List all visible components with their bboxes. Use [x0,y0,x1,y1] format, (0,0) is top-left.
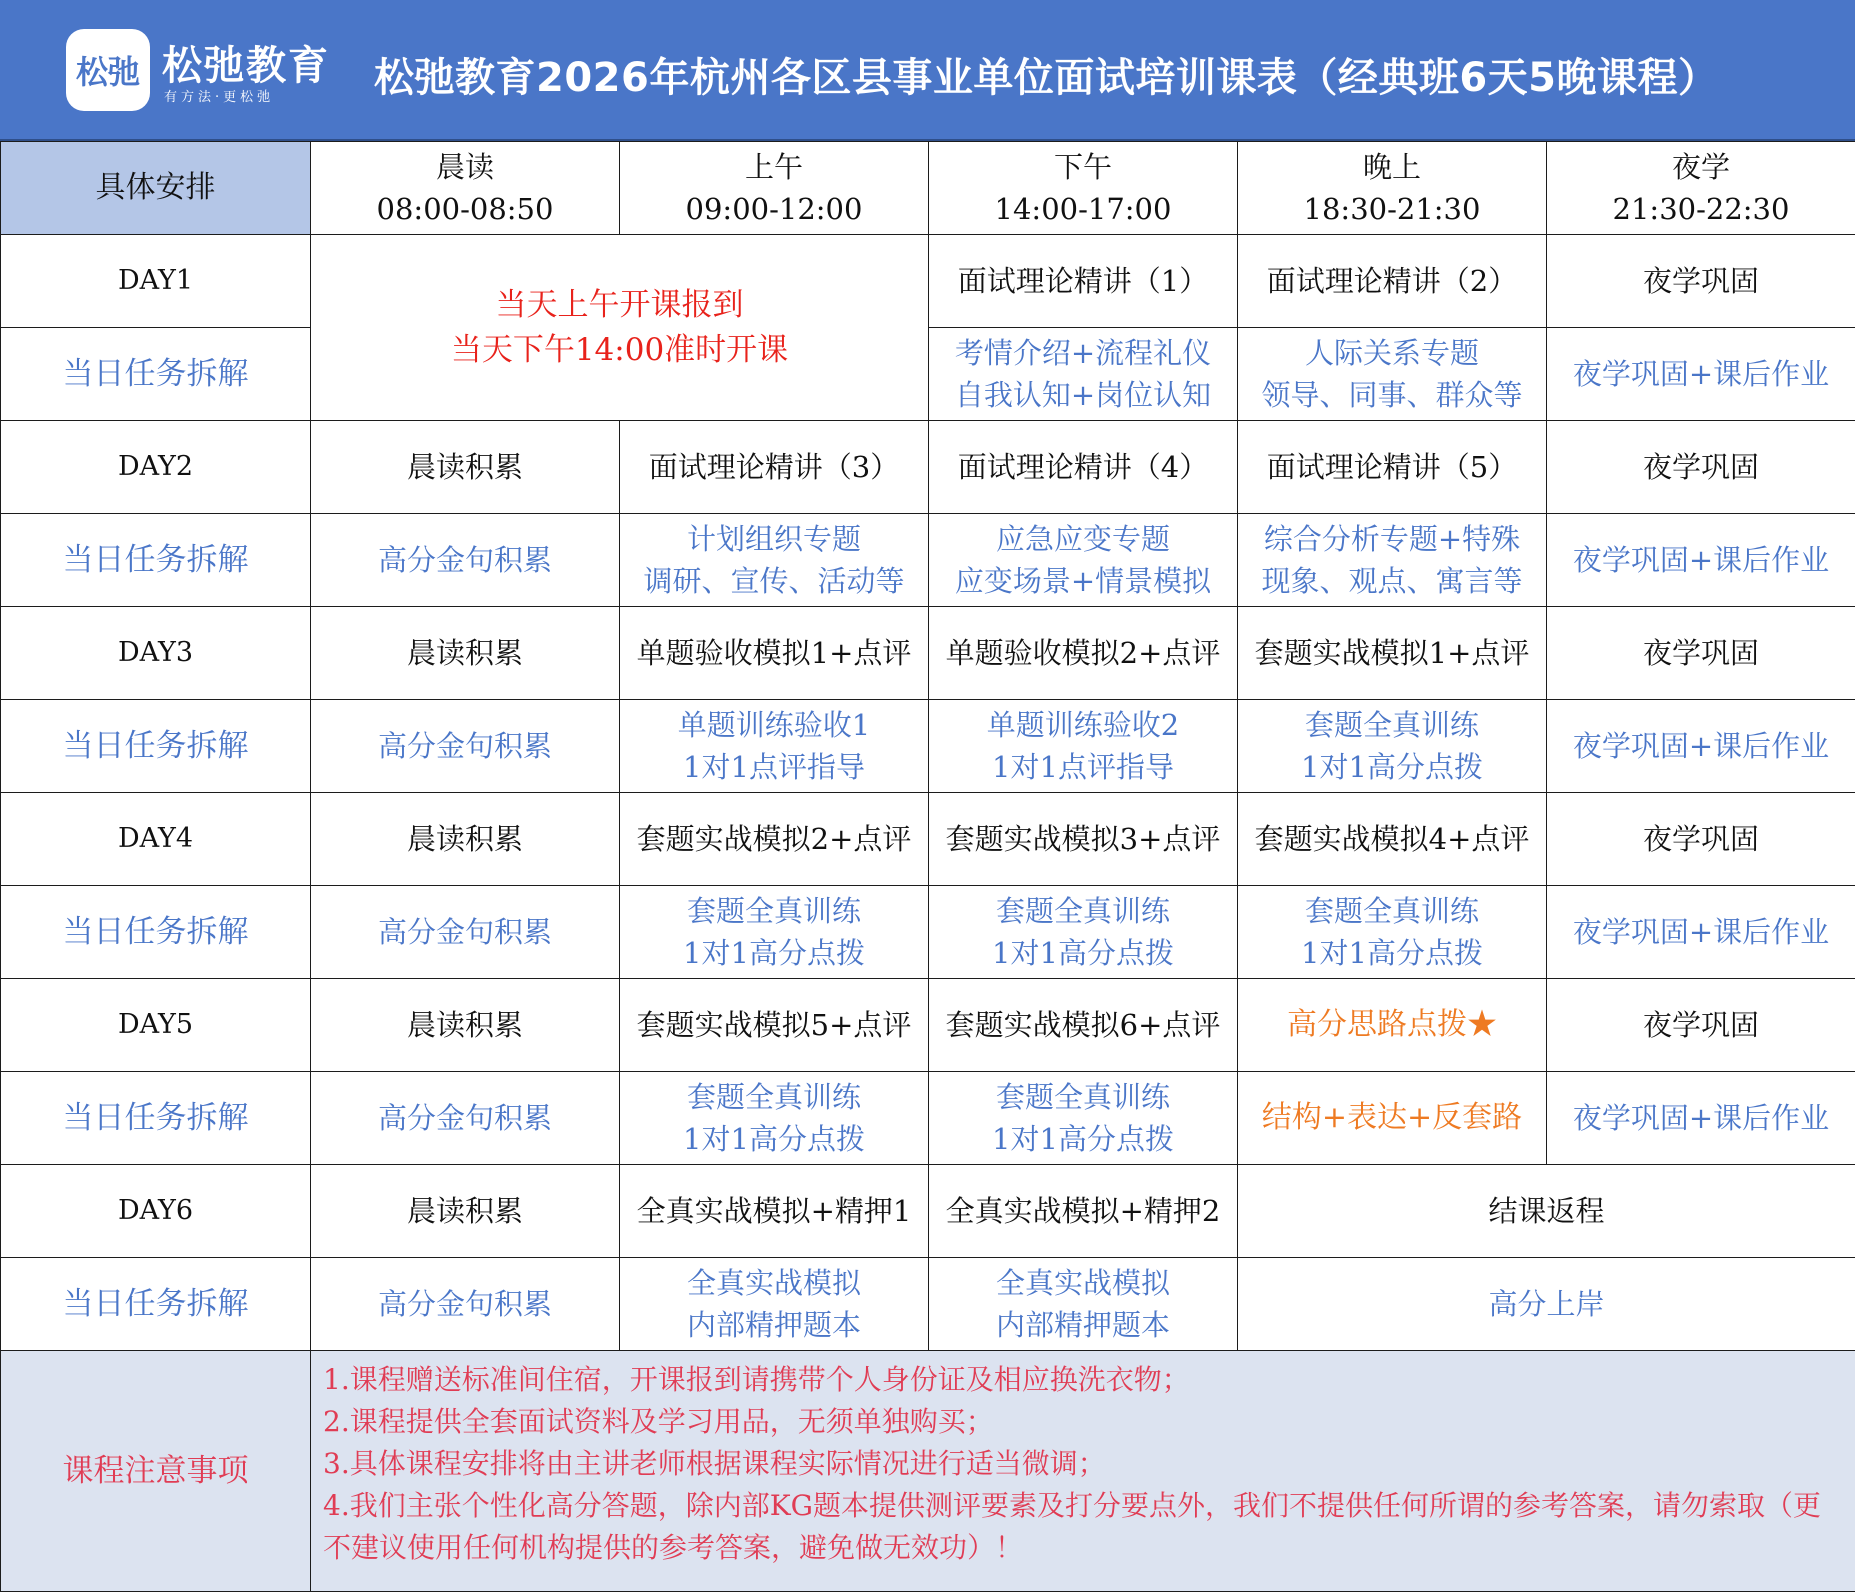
task-line: 现象、观点、寓言等 [1238,560,1546,602]
session-cell: 全真实战模拟+精押2 [929,1165,1238,1258]
task-label: 当日任务拆解 [1,328,311,421]
task-label: 当日任务拆解 [1,886,311,979]
notice-line: 当天下午14:00准时开课 [311,328,928,373]
session-cell: 面试理论精讲（3） [620,421,929,514]
task-cell [620,514,929,607]
task-cell: 夜学巩固+课后作业 [1547,328,1855,421]
session-cell: 套题实战模拟2+点评 [620,793,929,886]
task-cell [929,328,1238,421]
task-line: 全真实战模拟 [620,1262,928,1304]
session-cell: 套题实战模拟4+点评 [1238,793,1547,886]
session-cell: 晨读积累 [311,1165,620,1258]
task-line: 套题全真训练 [929,1076,1237,1118]
task-line: 单题训练验收1 [620,704,928,746]
day-label: DAY3 [1,607,311,700]
task-line: 1对1高分点拨 [929,1118,1237,1160]
session-cell: 面试理论精讲（2） [1238,235,1547,328]
table-row-day5 [1,979,1855,1072]
note-item: 4.我们主张个性化高分答题，除内部KG题本提供测评要素及打分要点外，我们不提供任何所谓的参考答案，请勿索取（更不建议使用任何机构提供的参考答案，避免做无效功）！ [311,1485,1855,1569]
task-cell [929,514,1238,607]
column-name: 晨读 [311,146,619,188]
column-time: 09:00-12:00 [620,188,928,230]
table-row-day2 [1,421,1855,514]
note-item: 3.具体课程安排将由主讲老师根据课程实际情况进行适当微调； [311,1443,1855,1485]
session-cell: 面试理论精讲（5） [1238,421,1547,514]
table-row-day1-tasks [1,328,1855,421]
task-cell [620,1072,929,1165]
note-item: 1.课程赠送标准间住宿，开课报到请携带个人身份证及相应换洗衣物； [311,1359,1855,1401]
task-cell [929,1258,1238,1351]
session-cell: 夜学巩固 [1547,607,1855,700]
session-cell: 夜学巩固 [1547,421,1855,514]
column-header-dawn [311,142,620,235]
task-line: 领导、同事、群众等 [1238,374,1546,416]
table-row-day1 [1,235,1855,328]
column-name: 夜学 [1547,146,1855,188]
task-cell: 高分金句积累 [311,1072,620,1165]
day-label: DAY5 [1,979,311,1072]
session-cell: 面试理论精讲（4） [929,421,1238,514]
task-line: 套题全真训练 [620,890,928,932]
task-cell: 夜学巩固+课后作业 [1547,1072,1855,1165]
page-title: 松弛教育2026年杭州各区县事业单位面试培训课表（经典班6天5晚课程） [374,46,1719,103]
session-cell: 单题验收模拟1+点评 [620,607,929,700]
notes-row [1,1351,1855,1592]
column-header-night [1547,142,1855,235]
session-cell: 夜学巩固 [1547,235,1855,328]
task-label: 当日任务拆解 [1,1072,311,1165]
table-row-day3 [1,607,1855,700]
task-line: 计划组织专题 [620,518,928,560]
task-line: 人际关系专题 [1238,332,1546,374]
session-cell: 套题实战模拟3+点评 [929,793,1238,886]
header-row [1,142,1855,235]
task-cell [929,1072,1238,1165]
task-label: 当日任务拆解 [1,1258,311,1351]
task-cell: 高分金句积累 [311,700,620,793]
task-cell [1238,514,1547,607]
day-label: DAY2 [1,421,311,514]
task-cell [929,886,1238,979]
logo-mark: 松弛 [76,47,140,93]
table-row-day4-tasks [1,886,1855,979]
session-cell: 套题实战模拟5+点评 [620,979,929,1072]
task-line: 1对1点评指导 [620,746,928,788]
schedule-table [0,141,1855,1592]
column-name: 上午 [620,146,928,188]
task-line: 套题全真训练 [1238,704,1546,746]
task-cell [1238,328,1547,421]
session-cell: 夜学巩固 [1547,979,1855,1072]
task-cell [620,1258,929,1351]
task-line: 套题全真训练 [929,890,1237,932]
column-time: 21:30-22:30 [1547,188,1855,230]
column-name: 下午 [929,146,1237,188]
session-cell: 晨读积累 [311,421,620,514]
task-line: 1对1高分点拨 [929,932,1237,974]
task-line: 内部精押题本 [929,1304,1237,1346]
column-time: 14:00-17:00 [929,188,1237,230]
column-header-afternoon [929,142,1238,235]
task-cell: 高分金句积累 [311,886,620,979]
note-item: 2.课程提供全套面试资料及学习用品，无须单独购买； [311,1401,1855,1443]
brand-slogan: 有方法·更松弛 [164,86,274,105]
task-line: 套题全真训练 [620,1076,928,1118]
task-cell: 高分金句积累 [311,514,620,607]
session-cell: 全真实战模拟+精押1 [620,1165,929,1258]
table-row-day5-tasks [1,1072,1855,1165]
task-line: 内部精押题本 [620,1304,928,1346]
task-line: 考情介绍+流程礼仪 [929,332,1237,374]
task-line: 套题全真训练 [1238,890,1546,932]
brand-logo [66,29,150,111]
column-header-evening [1238,142,1547,235]
task-line: 自我认知+岗位认知 [929,374,1237,416]
header-banner [0,0,1855,141]
session-cell: 单题验收模拟2+点评 [929,607,1238,700]
task-cell [1238,886,1547,979]
column-time: 08:00-08:50 [311,188,619,230]
notes-list [311,1351,1855,1569]
highlight-task-cell: 结构+表达+反套路 [1238,1072,1547,1165]
session-cell-merged: 结课返程 [1238,1165,1855,1258]
task-cell: 夜学巩固+课后作业 [1547,700,1855,793]
column-header-morning [620,142,929,235]
session-cell: 面试理论精讲（1） [929,235,1238,328]
task-cell [1238,700,1547,793]
task-cell [620,886,929,979]
task-cell: 高分金句积累 [311,1258,620,1351]
day-label: DAY4 [1,793,311,886]
brand-name: 松弛教育 [162,34,330,91]
notes-cell [311,1351,1855,1592]
task-line: 综合分析专题+特殊 [1238,518,1546,560]
session-cell: 套题实战模拟6+点评 [929,979,1238,1072]
corner-label: 具体安排 [1,142,311,235]
session-cell: 晨读积累 [311,979,620,1072]
task-cell-merged: 高分上岸 [1238,1258,1855,1351]
task-line: 调研、宣传、活动等 [620,560,928,602]
day-label: DAY1 [1,235,311,328]
task-line: 应变场景+情景模拟 [929,560,1237,602]
task-line: 1对1高分点拨 [620,932,928,974]
task-line: 应急应变专题 [929,518,1237,560]
task-line: 1对1高分点拨 [620,1118,928,1160]
session-cell: 晨读积累 [311,607,620,700]
column-name: 晚上 [1238,146,1546,188]
task-cell: 夜学巩固+课后作业 [1547,514,1855,607]
task-cell: 夜学巩固+课后作业 [1547,886,1855,979]
highlight-session-cell: 高分思路点拨★ [1238,979,1547,1072]
table-row-day4 [1,793,1855,886]
task-cell [929,700,1238,793]
task-cell [620,700,929,793]
session-cell: 套题实战模拟1+点评 [1238,607,1547,700]
notes-label: 课程注意事项 [1,1351,311,1592]
session-cell: 晨读积累 [311,793,620,886]
task-line: 1对1高分点拨 [1238,932,1546,974]
day1-notice-cell [311,235,929,421]
task-line: 单题训练验收2 [929,704,1237,746]
table-row-day6 [1,1165,1855,1258]
session-cell: 夜学巩固 [1547,793,1855,886]
day-label: DAY6 [1,1165,311,1258]
column-time: 18:30-21:30 [1238,188,1546,230]
table-row-day3-tasks [1,700,1855,793]
table-row-day2-tasks [1,514,1855,607]
table-row-day6-tasks [1,1258,1855,1351]
task-line: 全真实战模拟 [929,1262,1237,1304]
task-line: 1对1点评指导 [929,746,1237,788]
task-label: 当日任务拆解 [1,700,311,793]
task-label: 当日任务拆解 [1,514,311,607]
notice-line: 当天上午开课报到 [311,283,928,328]
task-line: 1对1高分点拨 [1238,746,1546,788]
